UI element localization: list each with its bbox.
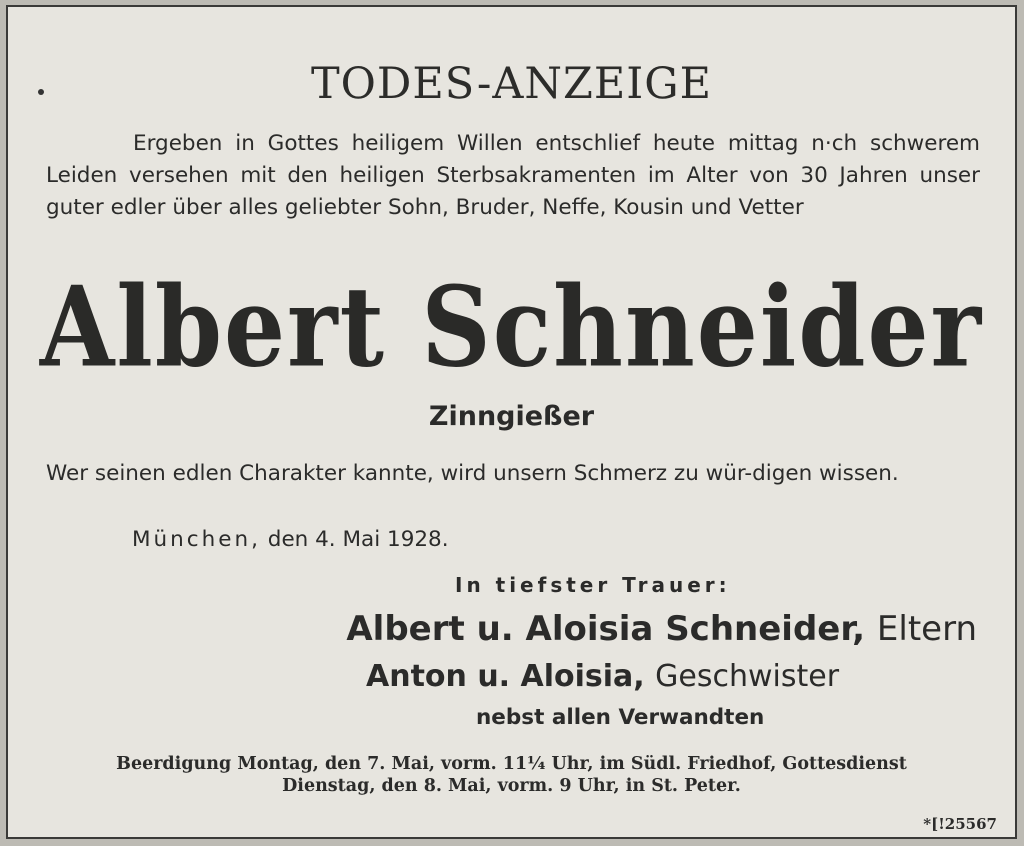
parents-role: Eltern <box>876 609 977 649</box>
deceased-name: Albert Schneider <box>39 262 984 392</box>
funeral-line-2: Dienstag, den 8. Mai, vorm. 9 Uhr, in St. Peter. <box>282 776 741 796</box>
relatives-line: nebst allen Verwandten <box>476 705 765 730</box>
reference-number: *[!25567 <box>923 815 997 833</box>
siblings-names: Anton u. Aloisia, <box>366 659 645 694</box>
siblings-line <box>366 659 839 694</box>
place: München, <box>132 527 261 552</box>
date: den 4. Mai 1928. <box>267 527 449 552</box>
parents-names: Albert u. Aloisia Schneider, <box>346 609 866 649</box>
funeral-line-1: Beerdigung Montag, den 7. Mai, vorm. 11¼ Uhr, im Südl. Friedhof, Gottesdienst <box>116 754 907 774</box>
place-date-line <box>132 527 449 552</box>
mourning-heading: In tiefster Trauer: <box>455 573 731 597</box>
funeral-details <box>8 753 1015 797</box>
character-paragraph: Wer seinen edlen Charakter kannte, wird unsern Schmerz zu wür-digen wissen. <box>46 461 899 486</box>
parents-line <box>346 609 977 649</box>
siblings-role: Geschwister <box>655 659 840 694</box>
notice-title: TODES-ANZEIGE <box>310 59 713 109</box>
intro-paragraph: Ergeben in Gottes heiligem Willen entschlief heute mittag n·ch schwerem Leiden versehen mit den heiligen Sterbsakramenten im Alter von 30 Jahren unser guter edler über alles geliebter Sohn, Bruder, Neffe, Kousin und Vetter <box>46 131 980 220</box>
profession: Zinngießer <box>428 401 595 432</box>
death-notice-clipping <box>6 5 1017 839</box>
